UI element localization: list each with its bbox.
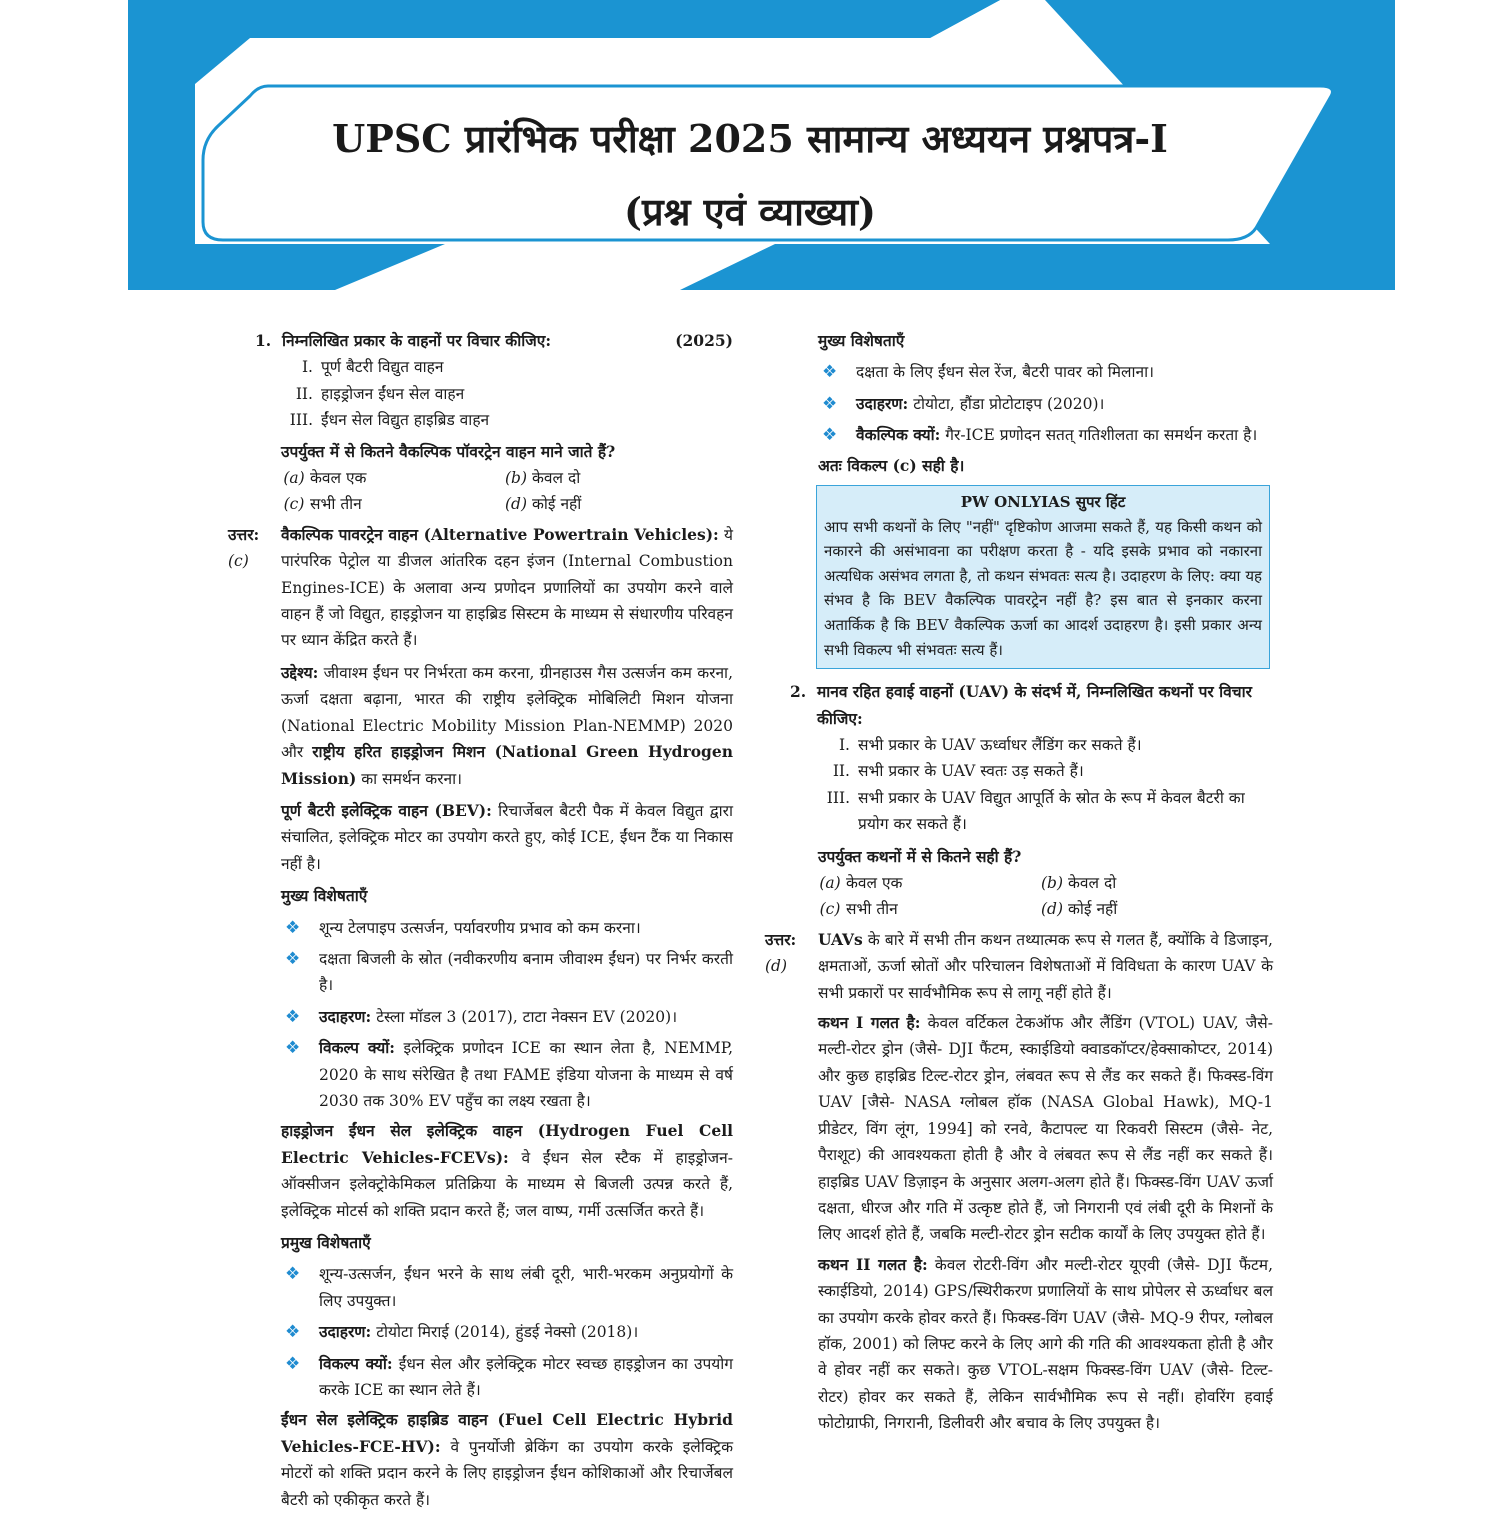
list-item: ❖ शून्य-उत्सर्जन, ईंधन भरने के साथ लंबी दूरी, भारी-भरकम अनुप्रयोगों के लिए उपयुक्त। bbox=[281, 1261, 733, 1314]
super-hint-box bbox=[816, 485, 1270, 669]
fcehv-features-heading: मुख्य विशेषताएँ bbox=[818, 331, 905, 350]
option-a: (a) केवल एक bbox=[283, 469, 367, 488]
options bbox=[768, 870, 1273, 923]
list-item: ❖ शून्य टेलपाइप उत्सर्जन, पर्यावरणीय प्रभाव को कम करना। bbox=[281, 915, 733, 941]
conclusion: अतः विकल्प (c) सही है। bbox=[818, 455, 965, 475]
diamond-bullet-icon: ❖ bbox=[285, 1353, 301, 1374]
list-item: ❖ उदाहरण: टेस्ला मॉडल 3 (2017), टाटा नेक्सन EV (2020)। bbox=[281, 1004, 733, 1030]
diamond-bullet-icon: ❖ bbox=[285, 1038, 301, 1059]
option-d: (d) कोई नहीं bbox=[504, 495, 582, 514]
statement: III. सभी प्रकार के UAV विद्युत आपूर्ति के स्रोत के रूप में केवल बैटरी का प्रयोग कर सकते हैं। bbox=[826, 788, 1245, 834]
question-year: (2025) bbox=[675, 331, 733, 350]
option-a: (a) केवल एक bbox=[819, 874, 903, 893]
left-column bbox=[228, 328, 733, 1513]
hint-text: आप सभी कथनों के लिए "नहीं" दृष्टिकोण आजमा सकते हैं, यह किसी कथन को नकारने की असंभावना का परीक्षण करता है - यदि इसके प्रभाव को नकारना अत्यधिक असंभव लगता है, तो कथन संभवतः सत्य है। उदाहरण के लिए: क्या यह संभव है कि BEV वैकल्पिक पावरट्रेन नहीं है? इस बात से इनकार करना अतार्किक है कि BEV वैकल्पिक ऊर्जा का आदर्श उदाहरण है। इसी प्रकार अन्य सभी विकल्प भी संभवतः सत्य हैं। bbox=[824, 517, 1262, 659]
answer-label: उत्तर: bbox=[228, 524, 260, 544]
statement: II. सभी प्रकार के UAV स्वतः उड़ सकते हैं। bbox=[832, 762, 1084, 781]
bev-paragraph: पूर्ण बैटरी इलेक्ट्रिक वाहन (BEV): रिचार्जेबल बैटरी पैक में केवल विद्युत द्वारा संचालित, इलेक्ट्रिक मोटर का उपयोग करते हुए, कोई ICE, ईंधन टैंक या निकास नहीं है। bbox=[281, 800, 733, 873]
statement: II. हाइड्रोजन ईंधन सेल वाहन bbox=[295, 384, 465, 403]
question-text: निम्नलिखित प्रकार के वाहनों पर विचार कीजिए: bbox=[282, 331, 552, 350]
diamond-bullet-icon: ❖ bbox=[285, 1006, 301, 1027]
question-text: मानव रहित हवाई वाहनों (UAV) के संदर्भ में, निम्नलिखित कथनों पर विचार कीजिए: bbox=[817, 682, 1252, 728]
question-number: 1. bbox=[255, 331, 272, 350]
purpose-paragraph: उद्देश्य: जीवाश्म ईंधन पर निर्भरता कम करना, ग्रीनहाउस गैस उत्सर्जन कम करना, ऊर्जा दक्षता बढ़ाना, भारत की राष्ट्रीय इलेक्ट्रिक मोबिलिटी मिशन योजना (National Electric Mobility Mission Plan-NEMMP) 2020 और राष्ट्रीय हरित हाइड्रोजन मिशन (National Green Hydrogen Mission) का समर्थन करना। bbox=[281, 662, 733, 788]
diamond-bullet-icon: ❖ bbox=[822, 393, 838, 414]
right-column bbox=[765, 328, 1273, 1437]
statement: I. सभी प्रकार के UAV ऊर्ध्वाधर लैंडिंग कर सकते हैं। bbox=[838, 736, 1142, 754]
list-item: ❖ विकल्प क्यों: इलेक्ट्रिक प्रणोदन ICE का स्थान लेता है, NEMMP, 2020 के साथ संरेखित है तथा FAME इंडिया योजना के माध्यम से वर्ष 2030 तक 30% EV पहुँच का लक्ष्य रखता है। bbox=[281, 1035, 733, 1114]
diamond-bullet-icon: ❖ bbox=[822, 362, 838, 383]
fcev-paragraph: हाइड्रोजन ईंधन सेल इलेक्ट्रिक वाहन (Hydrogen Fuel Cell Electric Vehicles-FCEVs): वे ईंधन सेल स्टैक में हाइड्रोजन-ऑक्सीजन इलेक्ट्रोकेमिकल प्रतिक्रिया के माध्यम से बिजली उत्पन्न करते हैं, इलेक्ट्रिक मोटर्स को शक्ति प्रदान करते हैं; जल वाष्प, गर्मी उत्सर्जित करते हैं। bbox=[281, 1121, 733, 1220]
diamond-bullet-icon: ❖ bbox=[822, 425, 838, 446]
hint-title: PW ONLYIAS सुपर हिंट bbox=[960, 493, 1126, 512]
option-c: (c) सभी तीन bbox=[283, 495, 362, 514]
option-d: (d) कोई नहीं bbox=[1040, 900, 1118, 919]
statement: III. ईंधन सेल विद्युत हाइब्रिड वाहन bbox=[289, 411, 490, 430]
list-item: ❖ विकल्प क्यों: ईंधन सेल और इलेक्ट्रिक मोटर स्वच्छ हाइड्रोजन का उपयोग करके ICE का स्थान लेते हैं। bbox=[281, 1351, 733, 1404]
page-subtitle: (प्रश्न एवं व्याख्या) bbox=[623, 189, 877, 234]
question-1 bbox=[228, 328, 733, 354]
question-prompt: उपर्युक्त कथनों में से कितने सही हैं? bbox=[818, 846, 1022, 866]
diamond-bullet-icon: ❖ bbox=[285, 917, 301, 938]
bev-features-heading: मुख्य विशेषताएँ bbox=[281, 886, 368, 906]
list-item: ❖ दक्षता के लिए ईंधन सेल रेंज, बैटरी पावर को मिलाना। bbox=[818, 359, 1273, 385]
list-item: ❖ उदाहरण: टोयोटा मिराई (2014), हुंडई नेक्सो (2018)। bbox=[281, 1319, 733, 1345]
answer-block: उत्तर: (d) UAVs के बारे में सभी तीन कथन तथ्यात्मक रूप से गलत हैं, क्योंकि वे डिजाइन, क्षमताओं, ऊर्जा स्रोतों और परिचालन विशेषताओं में विविधता के कारण UAV के सभी प्रकारों पर सार्वभौमिक रूप से लागू नहीं होते हैं। bbox=[765, 929, 1273, 1002]
page-title: UPSC प्रारंभिक परीक्षा 2025 सामान्य अध्ययन प्रश्नपत्र-I bbox=[332, 116, 1168, 161]
diamond-bullet-icon: ❖ bbox=[285, 1322, 301, 1343]
statement-2-explanation: कथन II गलत है: केवल रोटरी-विंग और मल्टी-रोटर यूएवी (जैसे- DJI फैंटम, स्काईडियो, 2014) GPS/स्थिरीकरण प्रणालियों के साथ प्रोपेलर से ऊर्ध्वाधर बल का उपयोग करके होवर करते हैं। फिक्स्ड-विंग UAV (जैसे- MQ-9 रीपर, ग्लोबल हॉक, 2001) को लिफ्ट करने के लिए आगे की गति की आवश्यकता होती है और वे होवर नहीं कर सकते। कुछ VTOL-सक्षम फिक्स्ड-विंग UAV (जैसे- टिल्ट-रोटर) होवर कर सकते हैं, लेकिन सार्वभौमिक रूप से नहीं। होवरिंग हवाई फोटोग्राफी, निगरानी, डिलीवरी और बचाव के लिए उपयुक्त है। bbox=[818, 1254, 1273, 1433]
answer-label: उत्तर: bbox=[765, 929, 797, 949]
option-c: (c) सभी तीन bbox=[819, 900, 898, 919]
list-item: ❖ दक्षता बिजली के स्रोत (नवीकरणीय बनाम जीवाश्म ईंधन) पर निर्भर करती है। bbox=[281, 946, 733, 999]
options bbox=[228, 465, 733, 518]
statement: I. पूर्ण बैटरी विद्युत वाहन bbox=[301, 358, 444, 377]
question-2 bbox=[768, 679, 1273, 732]
answer-block: उत्तर: (c) वैकल्पिक पावरट्रेन वाहन (Alternative Powertrain Vehicles): ये पारंपरिक पेट्रोल या डीजल आंतरिक दहन इंजन (Internal Combustion Engines-ICE) के अलावा अन्य प्रणोदन प्रणालियों का उपयोग करने वाले वाहन हैं जो विद्युत, हाइड्रोजन या हाइब्रिड सिस्टम के माध्यम से संधारणीय परिवहन पर ध्यान केंद्रित करते हैं। bbox=[228, 524, 733, 650]
diamond-bullet-icon: ❖ bbox=[285, 1264, 301, 1285]
option-b: (b) केवल दो bbox=[504, 469, 581, 488]
list-item: ❖ उदाहरण: टोयोटा, हौंडा प्रोटोटाइप (2020)। bbox=[818, 391, 1273, 417]
statement-1-explanation: कथन I गलत है: केवल वर्टिकल टेकऑफ और लैंडिंग (VTOL) UAV, जैसे- मल्टी-रोटर ड्रोन (जैसे- DJI फैंटम, स्काईडियो क्वाडकॉप्टर/हेक्साकोप्टर, 2014) और कुछ हाइब्रिड टिल्ट-रोटर ड्रोन, लंबवत रूप से लैंड कर सकते हैं। फिक्स्ड-विंग UAV [जैसे- NASA ग्लोबल हॉक (NASA Global Hawk), MQ-1 प्रीडेटर, विंग लूंग, 1994] को रनवे, कैटापल्ट या रिकवरी सिस्टम (जैसे- नेट, पैराशूट) की आवश्यकता होती है और वे लंबवत रूप से लैंड नहीं कर सकते हैं। हाइब्रिड UAV डिज़ाइन के अनुसार अलग-अलग होते हैं। फिक्स्ड-विंग UAV ऊर्जा दक्षता, धीरज और गति में उत्कृष्ट होते हैं, जो निगरानी एवं लंबी दूरी के मिशनों के लिए आदर्श होते हैं, जबकि मल्टी-रोटर ड्रोन सटीक कार्यों के लिए उपयुक्त होते हैं। bbox=[818, 1013, 1273, 1244]
question-prompt: उपर्युक्त में से कितने वैकल्पिक पॉवरट्रेन वाहन माने जाते हैं? bbox=[281, 441, 616, 461]
fcehv-paragraph: ईंधन सेल इलेक्ट्रिक हाइब्रिड वाहन (Fuel Cell Electric Hybrid Vehicles-FCE-HV): वे पुनर्योजी ब्रेकिंग का उपयोग करके इलेक्ट्रिक मोटरों को शक्ति प्रदान करने के लिए हाइड्रोजन ईंधन कोशिकाओं और रिचार्जेबल बैटरी को एकीकृत करते हैं। bbox=[281, 1410, 733, 1509]
question-number: 2. bbox=[790, 682, 807, 702]
option-b: (b) केवल दो bbox=[1040, 874, 1117, 893]
diamond-bullet-icon: ❖ bbox=[285, 948, 301, 969]
list-item: ❖ वैकल्पिक क्यों: गैर-ICE प्रणोदन सतत् गतिशीलता का समर्थन करता है। bbox=[818, 422, 1273, 448]
fcev-features-heading: प्रमुख विशेषताएँ bbox=[281, 1233, 371, 1252]
